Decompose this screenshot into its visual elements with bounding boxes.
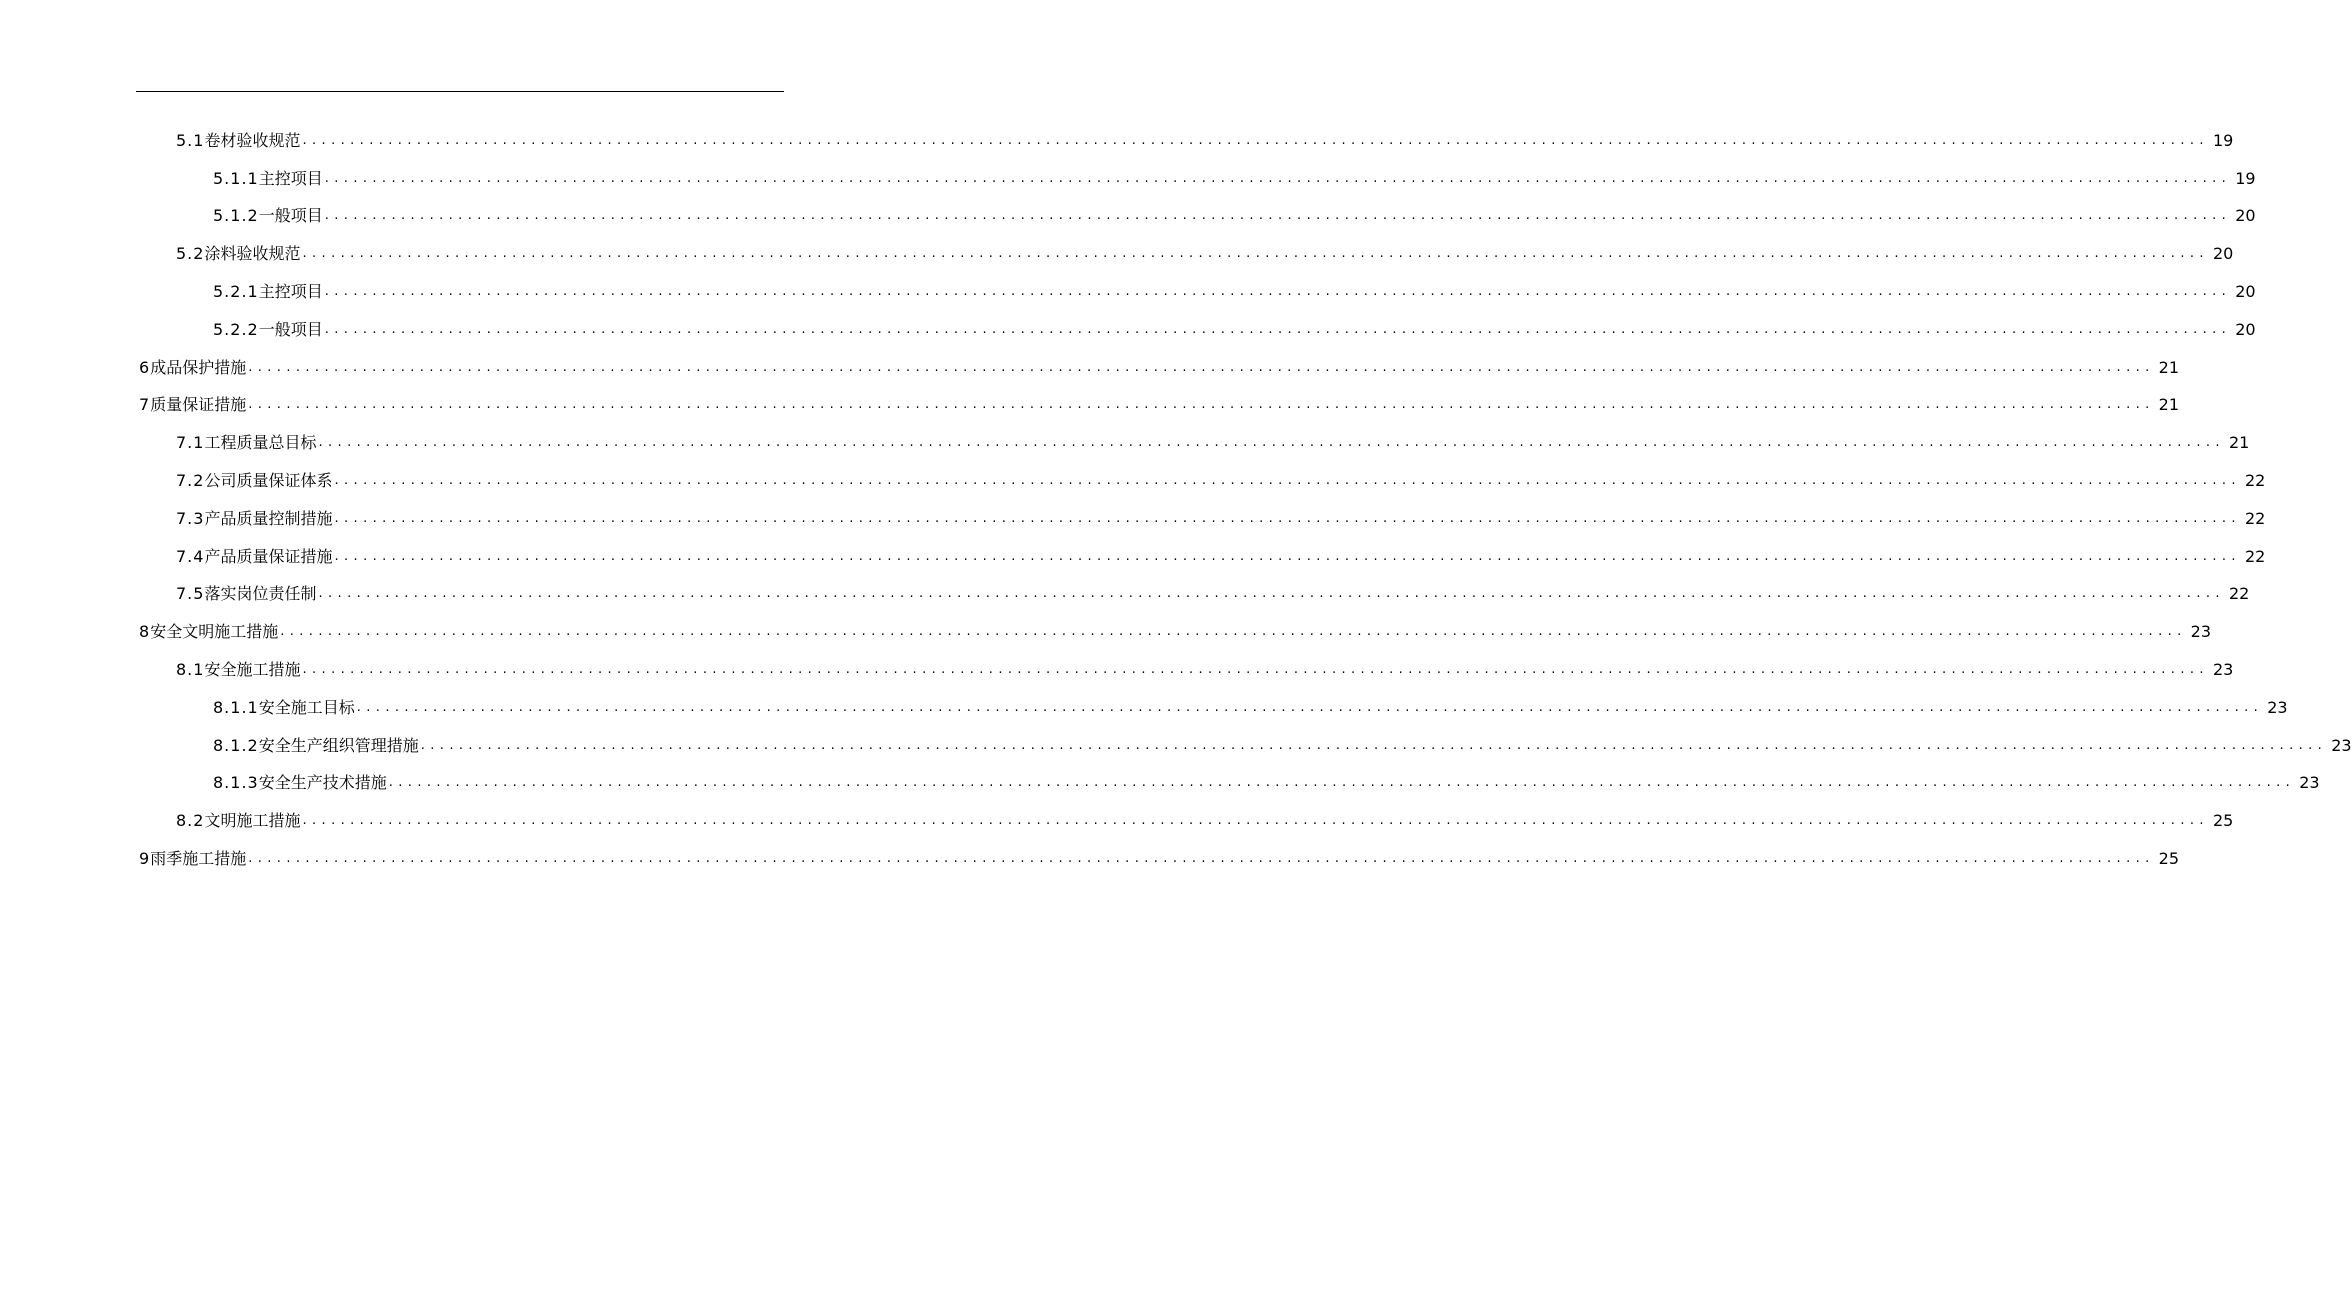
toc-entry-title: 工程质量总目标 — [204, 433, 317, 453]
toc-entry-page: 22 — [2228, 584, 2250, 604]
toc-entry-title: 安全文明施工措施 — [150, 622, 279, 642]
toc-entry-number: 5.2.1 — [213, 282, 259, 302]
toc-entry-title: 产品质量保证措施 — [204, 546, 333, 566]
toc-entry[interactable] — [0, 613, 2212, 651]
toc-entry[interactable] — [0, 538, 2266, 576]
toc-entry-number: 5.1.2 — [213, 206, 259, 226]
toc-entry[interactable] — [0, 160, 2256, 198]
toc-leader-dots: ........................................................................................................................................................................................................ — [302, 813, 2209, 829]
toc-entry[interactable] — [0, 651, 2234, 689]
toc-entry-title: 落实岗位责任制 — [204, 584, 317, 604]
toc-entry[interactable] — [0, 349, 2180, 387]
toc-entry[interactable] — [0, 235, 2234, 273]
toc-leader-dots: ........................................................................................................................................................................................................ — [324, 284, 2232, 300]
toc-entry-title: 一般项目 — [258, 206, 323, 226]
toc-entry[interactable] — [0, 765, 2320, 803]
toc-entry-page: 20 — [2235, 282, 2256, 302]
toc-entry-page: 21 — [2158, 395, 2180, 415]
toc-entry[interactable] — [0, 424, 2250, 462]
toc-entry[interactable] — [0, 387, 2180, 425]
toc-entry[interactable] — [0, 802, 2234, 840]
toc-entry-title: 产品质量控制措施 — [204, 508, 333, 528]
toc-leader-dots: ........................................................................................................................................................................................................ — [334, 548, 2241, 564]
toc-entry-number: 7.2 — [176, 471, 205, 491]
toc-leader-dots: ........................................................................................................................................................................................................ — [302, 132, 2209, 148]
toc-entry[interactable] — [0, 689, 2288, 727]
toc-entry-title: 安全生产组织管理措施 — [258, 735, 419, 755]
toc-entry-number: 7.1 — [176, 433, 205, 453]
toc-entry-number: 5.1 — [176, 130, 205, 150]
toc-entry-title: 文明施工措施 — [204, 811, 301, 831]
toc-entry[interactable] — [0, 500, 2266, 538]
toc-entry-title: 成品保护措施 — [150, 357, 247, 377]
toc-leader-dots: ........................................................................................................................................................................................................ — [334, 510, 2241, 526]
toc-entry-page: 23 — [2267, 697, 2288, 717]
toc-entry-page: 23 — [2190, 622, 2212, 642]
toc-entry-number: 5.1.1 — [213, 168, 259, 188]
toc-entry-title: 质量保证措施 — [150, 395, 247, 415]
toc-entry-page: 21 — [2158, 357, 2180, 377]
toc-entry[interactable] — [0, 576, 2250, 614]
toc-leader-dots: ........................................................................................................................................................................................................ — [318, 435, 2225, 451]
toc-entry-number: 9 — [139, 849, 151, 869]
toc-entry-title: 安全生产技术措施 — [258, 773, 387, 793]
toc-entry[interactable] — [0, 198, 2256, 236]
toc-entry-number: 8.1.1 — [213, 697, 259, 717]
toc-entry-number: 8.1.2 — [213, 735, 259, 755]
toc-entry-page: 23 — [2299, 773, 2320, 793]
toc-entry-number: 8.1 — [176, 660, 205, 680]
toc-leader-dots: ........................................................................................................................................................................................................ — [302, 246, 2209, 262]
toc-leader-dots: ........................................................................................................................................................................................................ — [280, 624, 2187, 640]
toc-leader-dots: ........................................................................................................................................................................................................ — [324, 321, 2232, 337]
toc-entry-page: 21 — [2228, 433, 2250, 453]
toc-entry-number: 7.3 — [176, 508, 205, 528]
toc-entry-page: 22 — [2244, 546, 2266, 566]
toc-leader-dots: ........................................................................................................................................................................................................ — [318, 586, 2225, 602]
toc-entry-page: 20 — [2212, 244, 2234, 264]
toc-entry-title: 主控项目 — [258, 282, 323, 302]
toc-leader-dots: ........................................................................................................................................................................................................ — [248, 359, 2155, 375]
toc-leader-dots: ........................................................................................................................................................................................................ — [334, 473, 2241, 489]
toc-entry-number: 7.5 — [176, 584, 205, 604]
toc-leader-dots: ........................................................................................................................................................................................................ — [248, 397, 2155, 413]
toc-leader-dots: ........................................................................................................................................................................................................ — [324, 170, 2232, 186]
toc-entry[interactable] — [0, 311, 2256, 349]
toc-entry[interactable] — [0, 727, 2352, 765]
toc-entry[interactable] — [0, 462, 2266, 500]
toc-entry-title: 一般项目 — [258, 319, 323, 339]
toc-leader-dots: ........................................................................................................................................................................................................ — [248, 851, 2155, 867]
toc-entry[interactable] — [0, 122, 2234, 160]
toc-entry-number: 8.1.3 — [213, 773, 259, 793]
toc-entry-page: 19 — [2235, 168, 2256, 188]
toc-entry-page: 23 — [2212, 660, 2234, 680]
toc-entry-number: 8 — [139, 622, 151, 642]
toc-entry-page: 22 — [2244, 508, 2266, 528]
table-of-contents — [0, 122, 2352, 878]
toc-leader-dots: ........................................................................................................................................................................................................ — [324, 208, 2232, 224]
toc-leader-dots: ........................................................................................................................................................................................................ — [302, 662, 2209, 678]
toc-entry-title: 主控项目 — [258, 168, 323, 188]
toc-entry-title: 涂料验收规范 — [204, 244, 301, 264]
toc-entry-page: 20 — [2235, 319, 2256, 339]
toc-entry-page: 25 — [2212, 811, 2234, 831]
toc-entry-title: 公司质量保证体系 — [204, 471, 333, 491]
toc-entry-number: 7 — [139, 395, 151, 415]
toc-entry-number: 5.2.2 — [213, 319, 259, 339]
header-rule — [136, 91, 784, 92]
toc-leader-dots: ........................................................................................................................................................................................................ — [420, 737, 2328, 753]
toc-entry-page: 25 — [2158, 849, 2180, 869]
toc-entry-page: 23 — [2331, 735, 2352, 755]
toc-entry-number: 7.4 — [176, 546, 205, 566]
toc-entry[interactable] — [0, 273, 2256, 311]
toc-entry-page: 20 — [2235, 206, 2256, 226]
toc-entry-page: 19 — [2212, 130, 2234, 150]
toc-leader-dots: ........................................................................................................................................................................................................ — [388, 775, 2296, 791]
toc-entry-number: 8.2 — [176, 811, 205, 831]
toc-entry-number: 6 — [139, 357, 151, 377]
toc-entry-page: 22 — [2244, 471, 2266, 491]
toc-leader-dots: ........................................................................................................................................................................................................ — [356, 699, 2264, 715]
toc-entry-title: 卷材验收规范 — [204, 130, 301, 150]
toc-entry-title: 雨季施工措施 — [150, 849, 247, 869]
toc-entry-title: 安全施工措施 — [204, 660, 301, 680]
toc-entry-number: 5.2 — [176, 244, 205, 264]
toc-entry-title: 安全施工目标 — [258, 697, 355, 717]
toc-entry[interactable] — [0, 840, 2180, 878]
